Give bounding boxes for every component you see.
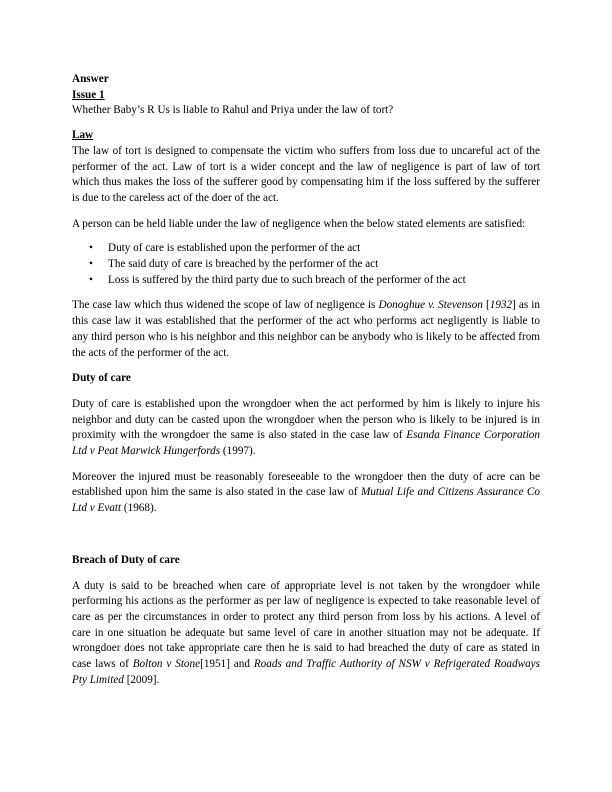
law-paragraph-2: A person can be held liable under the law of negligence when the below stated elements are satisfied: [72,217,526,230]
case-year: 1932 [489,299,513,312]
elements-list [72,241,540,288]
issue-heading: Issue 1 [72,88,105,101]
list-item: • The said duty of care is breached by the performer of the act [72,257,540,273]
bullet-icon: • [89,258,93,271]
case-citation: Esanda Finance Corporation Ltd v Peat Marwick Hungerfords [72,429,540,458]
duty-paragraph-1: Duty of care is established upon the wrongdoer when the act performed by him is likely to injure his neighbor and duty can be casted upon the wrongdoer when the person who is likely to be injured is in proximity with the wrongdoer the same is also stated in the case law of Esanda Finance Corporation Ltd v Peat Marwick Hungerfords (1997). [72,397,540,458]
law-paragraph-1: The law of tort is designed to compensate the victim who suffers from loss due to uncareful act of the performer of the act. Law of tort is a wider concept and the law of negligence is part of law of tort which thus makes the loss of the sufferer good by compensating him if the loss suffered by the sufferer is due to the careless act of the doer of the act. [72,144,540,204]
duty-heading: Duty of care [72,372,131,385]
case-citation: Bolton v Stone [132,658,201,671]
law-heading: Law [72,129,94,142]
breach-heading: Breach of Duty of care [72,553,180,566]
duty-paragraph-2: Moreover the injured must be reasonably foreseeable to the wrongdoer then the duty of acre can be established upon him the same is also stated in the case law of Mutual Life and Citizens Assurance Co Ltd v Evatt (1968). [72,470,540,515]
list-item: • Loss is suffered by the third party due to such breach of the performer of the act [72,273,540,289]
law-paragraph-3: The case law which thus widened the scope of law of negligence is Donoghue v. Stevenson [1932] as in this case law it was established that the performer of the act who performs act negligently is liable to any third person who is his neighbor and this neighbor can be anybody who is likely to be affected from the acts of the performer of the act. [72,299,540,359]
answer-heading: Answer [72,73,109,85]
case-citation: Roads and Traffic Authority of NSW v Refrigerated Roadways Pty Limited [72,658,540,686]
case-citation: Donoghue v. Stevenson [378,299,483,312]
document-body [72,72,540,689]
breach-paragraph-1: A duty is said to be breached when care of appropriate level is not taken by the wrongdoer while performing his actions as the performer as per law of negligence is expected to take reasonable level of care as per the circumstances in order to protect any third person from loss by his actions. A level of care in one situation be adequate but same level of care in another situation may not be adequate. If wrongdoer does not take appropriate care then he is said to had breached the duty of care as stated in case laws of Bolton v Stone[1951] and Roads and Traffic Authority of NSW v Refrigerated Roadways Pty Limited [2009]. [72,579,540,686]
case-citation: Mutual Life and Citizens Assurance Co Ltd v Evatt [72,486,540,515]
bullet-icon: • [89,242,93,255]
list-item: • Duty of care is established upon the performer of the act [72,241,540,257]
issue-question: Whether Baby’s R Us is liable to Rahul and Priya under the law of tort? [72,104,394,117]
bullet-icon: • [89,273,93,286]
